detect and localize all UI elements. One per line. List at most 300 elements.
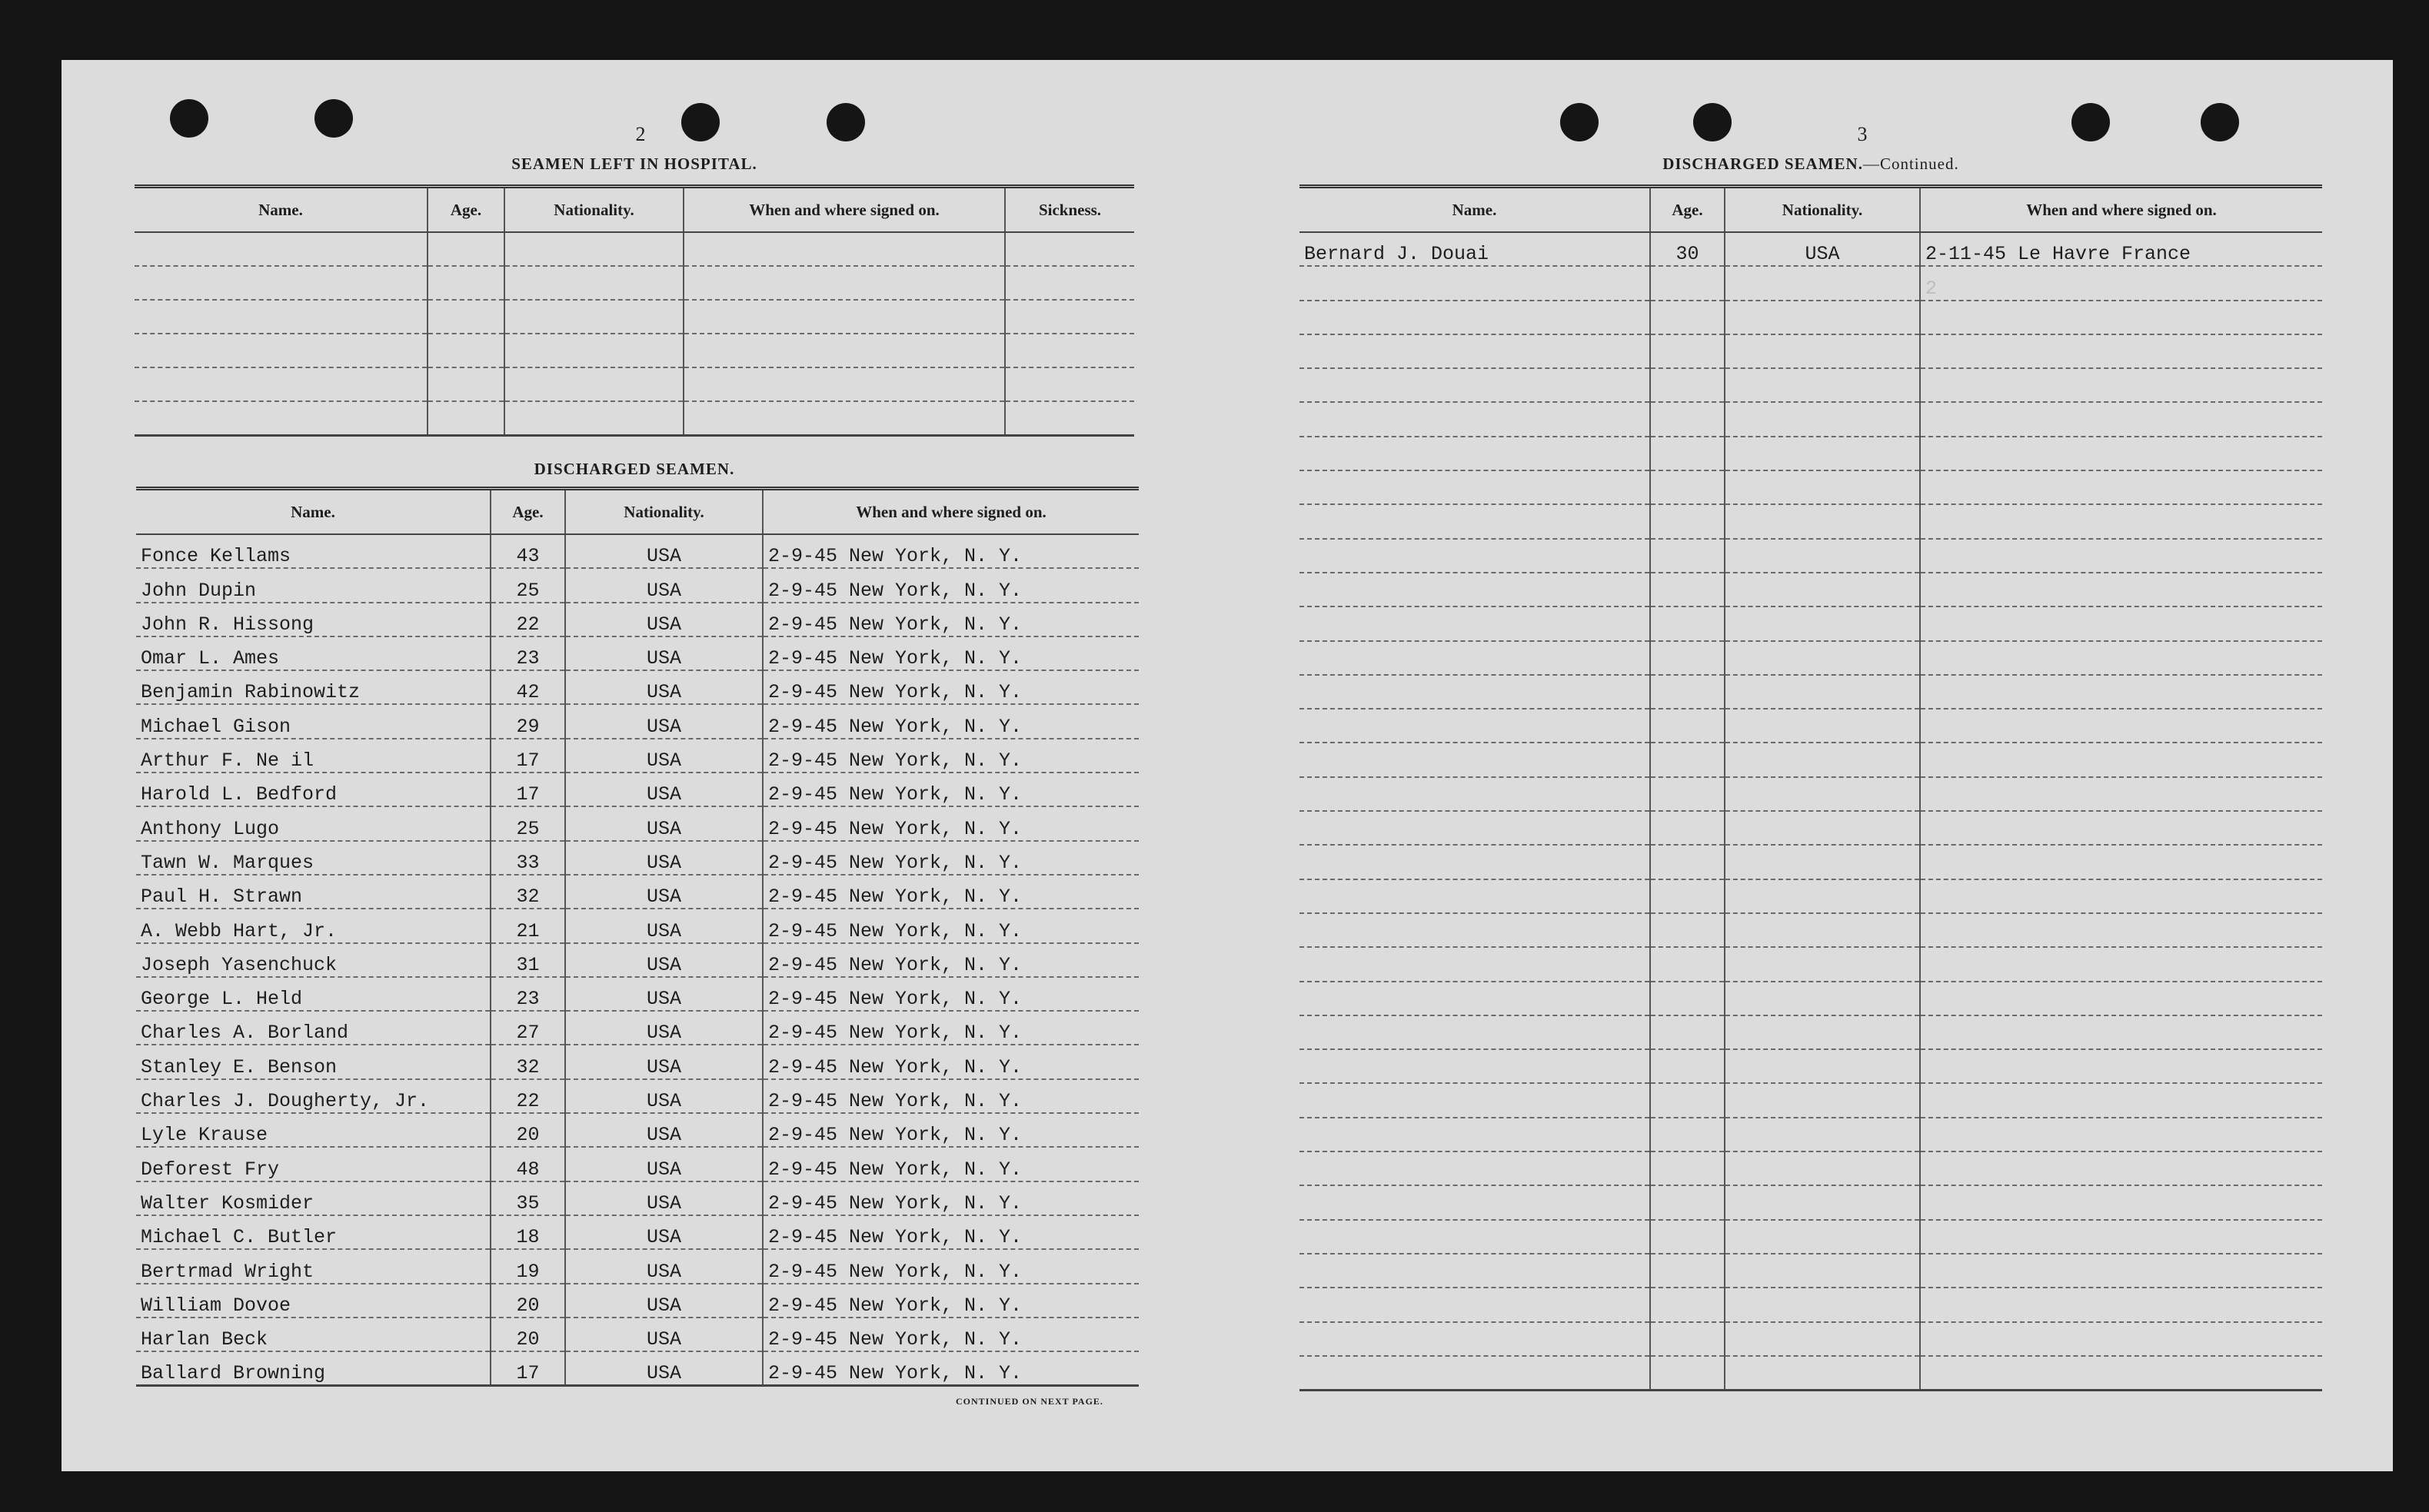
age-cell bbox=[1650, 845, 1725, 879]
nationality-cell: USA bbox=[565, 636, 763, 670]
name-cell bbox=[135, 266, 428, 300]
name-cell: Stanley E. Benson bbox=[136, 1045, 491, 1078]
signed-on-cell bbox=[1920, 845, 2322, 879]
age-cell: 23 bbox=[491, 636, 565, 670]
table-row bbox=[1299, 982, 2322, 1015]
nationality-cell: USA bbox=[565, 806, 763, 840]
name-cell bbox=[1299, 437, 1650, 470]
signed-on-cell: 2-9-45 New York, N. Y. bbox=[763, 875, 1139, 909]
signed-on-column-header: When and where signed on. bbox=[763, 489, 1139, 535]
continued-footer: CONTINUED ON NEXT PAGE. bbox=[956, 1396, 1103, 1407]
name-cell bbox=[1299, 1049, 1650, 1083]
table-row bbox=[136, 943, 1139, 977]
name-column-header: Name. bbox=[135, 187, 428, 233]
name-cell bbox=[1299, 1254, 1650, 1288]
name-cell bbox=[1299, 845, 1650, 879]
name-cell: Michael C. Butler bbox=[136, 1215, 491, 1249]
signed-on-cell: 2-9-45 New York, N. Y. bbox=[763, 568, 1139, 602]
age-cell bbox=[1650, 811, 1725, 845]
nationality-cell: USA bbox=[565, 909, 763, 942]
nationality-cell: USA bbox=[565, 1215, 763, 1249]
age-cell bbox=[1650, 470, 1725, 504]
age-cell bbox=[1650, 947, 1725, 981]
nationality-cell bbox=[1725, 504, 1920, 538]
nationality-cell bbox=[1725, 641, 1920, 675]
table-row bbox=[1299, 573, 2322, 606]
table-row bbox=[1299, 675, 2322, 709]
punch-hole bbox=[827, 103, 865, 141]
age-cell bbox=[1650, 1151, 1725, 1185]
nationality-cell: USA bbox=[565, 977, 763, 1011]
name-cell: Charles A. Borland bbox=[136, 1011, 491, 1045]
signed-on-cell bbox=[1920, 1049, 2322, 1083]
nationality-cell bbox=[1725, 1322, 1920, 1356]
age-column-header: Age. bbox=[491, 489, 565, 535]
signed-on-cell bbox=[1920, 402, 2322, 436]
nationality-cell bbox=[1725, 402, 1920, 436]
name-cell: Michael Gison bbox=[136, 704, 491, 738]
nationality-cell bbox=[1725, 845, 1920, 879]
age-cell bbox=[428, 367, 504, 401]
table-row bbox=[136, 1351, 1139, 1385]
signed-on-cell: 2-9-45 New York, N. Y. bbox=[763, 534, 1139, 568]
sickness-column-header: Sickness. bbox=[1005, 187, 1134, 233]
name-cell: Fonce Kellams bbox=[136, 534, 491, 568]
name-cell bbox=[1299, 539, 1650, 573]
nationality-cell bbox=[1725, 1049, 1920, 1083]
nationality-cell bbox=[1725, 879, 1920, 913]
table-row bbox=[135, 300, 1134, 334]
table-row bbox=[136, 704, 1139, 738]
nationality-cell bbox=[504, 334, 684, 367]
nationality-cell: USA bbox=[1725, 232, 1920, 266]
age-cell: 20 bbox=[491, 1318, 565, 1351]
signed-on-cell: 2-9-45 New York, N. Y. bbox=[763, 704, 1139, 738]
age-cell bbox=[1650, 1118, 1725, 1151]
age-cell bbox=[428, 334, 504, 367]
nationality-cell: USA bbox=[565, 1011, 763, 1045]
name-cell bbox=[135, 300, 428, 334]
nationality-cell bbox=[1725, 266, 1920, 300]
punch-hole bbox=[2071, 103, 2110, 141]
name-cell bbox=[1299, 573, 1650, 606]
name-cell: Harold L. Bedford bbox=[136, 773, 491, 806]
table-row bbox=[1299, 301, 2322, 334]
age-cell: 19 bbox=[491, 1249, 565, 1283]
name-cell bbox=[1299, 266, 1650, 300]
table-row bbox=[136, 1079, 1139, 1113]
nationality-cell bbox=[1725, 368, 1920, 402]
table-row bbox=[1299, 402, 2322, 436]
name-cell: George L. Held bbox=[136, 977, 491, 1011]
page-number: 2 bbox=[635, 123, 646, 145]
nationality-cell bbox=[1725, 675, 1920, 709]
nationality-cell bbox=[1725, 1288, 1920, 1321]
signed-on-cell bbox=[1920, 743, 2322, 776]
signed-on-cell bbox=[684, 232, 1005, 266]
signed-on-cell bbox=[684, 300, 1005, 334]
table-row bbox=[1299, 879, 2322, 913]
table-row bbox=[136, 1249, 1139, 1283]
age-cell bbox=[1650, 606, 1725, 640]
table-row bbox=[1299, 811, 2322, 845]
signed-on-cell bbox=[1920, 437, 2322, 470]
age-cell bbox=[428, 232, 504, 266]
page-number: 3 bbox=[1857, 123, 1868, 145]
age-cell bbox=[1650, 709, 1725, 743]
signed-on-cell: 2 bbox=[1920, 266, 2322, 300]
table-row bbox=[136, 1011, 1139, 1045]
name-cell bbox=[1299, 301, 1650, 334]
nationality-cell: USA bbox=[565, 704, 763, 738]
table-row bbox=[1299, 1118, 2322, 1151]
signed-on-cell bbox=[1920, 1015, 2322, 1049]
nationality-cell bbox=[504, 401, 684, 435]
signed-on-cell bbox=[1920, 641, 2322, 675]
table-row bbox=[136, 1181, 1139, 1215]
signed-on-cell bbox=[684, 266, 1005, 300]
age-cell: 31 bbox=[491, 943, 565, 977]
age-cell: 27 bbox=[491, 1011, 565, 1045]
name-cell bbox=[1299, 470, 1650, 504]
name-cell bbox=[1299, 1015, 1650, 1049]
name-cell bbox=[135, 334, 428, 367]
age-cell bbox=[428, 300, 504, 334]
table-row bbox=[135, 232, 1134, 266]
signed-on-cell: 2-9-45 New York, N. Y. bbox=[763, 1284, 1139, 1318]
table-row bbox=[135, 367, 1134, 401]
table-row bbox=[1299, 539, 2322, 573]
sickness-cell bbox=[1005, 367, 1134, 401]
age-cell bbox=[1650, 675, 1725, 709]
table-row bbox=[1299, 913, 2322, 947]
signed-on-cell: 2-9-45 New York, N. Y. bbox=[763, 909, 1139, 942]
age-cell bbox=[1650, 368, 1725, 402]
table-row bbox=[1299, 1288, 2322, 1321]
signed-on-cell bbox=[1920, 368, 2322, 402]
nationality-cell bbox=[504, 300, 684, 334]
name-cell: William Dovoe bbox=[136, 1284, 491, 1318]
nationality-cell: USA bbox=[565, 670, 763, 704]
name-cell bbox=[1299, 1118, 1650, 1151]
name-cell: Anthony Lugo bbox=[136, 806, 491, 840]
nationality-cell: USA bbox=[565, 1079, 763, 1113]
age-cell bbox=[1650, 1356, 1725, 1390]
signed-on-cell bbox=[1920, 1356, 2322, 1390]
signed-on-column-header: When and where signed on. bbox=[1920, 187, 2322, 233]
table-row bbox=[1299, 1049, 2322, 1083]
age-cell bbox=[1650, 1288, 1725, 1321]
name-cell bbox=[1299, 1185, 1650, 1219]
signed-on-cell: 2-9-45 New York, N. Y. bbox=[763, 1181, 1139, 1215]
nationality-cell bbox=[1725, 1015, 1920, 1049]
name-cell: John Dupin bbox=[136, 568, 491, 602]
signed-on-cell bbox=[684, 367, 1005, 401]
name-cell: Paul H. Strawn bbox=[136, 875, 491, 909]
table-row bbox=[136, 841, 1139, 875]
signed-on-cell bbox=[1920, 504, 2322, 538]
name-cell bbox=[1299, 1083, 1650, 1117]
punch-hole bbox=[314, 99, 353, 138]
age-cell: 35 bbox=[491, 1181, 565, 1215]
age-cell bbox=[1650, 1049, 1725, 1083]
name-cell: Deforest Fry bbox=[136, 1147, 491, 1181]
table-row bbox=[1299, 334, 2322, 368]
table-row bbox=[136, 1215, 1139, 1249]
punch-hole bbox=[2201, 103, 2239, 141]
punch-hole bbox=[170, 99, 208, 138]
hospital-table bbox=[135, 184, 1134, 437]
age-cell bbox=[428, 401, 504, 435]
nationality-cell: USA bbox=[565, 773, 763, 806]
nationality-cell: USA bbox=[565, 1113, 763, 1147]
nationality-cell bbox=[1725, 709, 1920, 743]
nationality-column-header: Nationality. bbox=[565, 489, 763, 535]
nationality-cell bbox=[504, 232, 684, 266]
hospital-section-title: SEAMEN LEFT IN HOSPITAL. bbox=[511, 155, 757, 173]
nationality-cell bbox=[1725, 743, 1920, 776]
name-cell bbox=[1299, 402, 1650, 436]
age-cell bbox=[1650, 1322, 1725, 1356]
table-row bbox=[135, 401, 1134, 435]
age-cell: 25 bbox=[491, 568, 565, 602]
age-cell bbox=[1650, 1254, 1725, 1288]
name-cell: Bernard J. Douai bbox=[1299, 232, 1650, 266]
table-row bbox=[136, 977, 1139, 1011]
right-section-title bbox=[1299, 155, 2322, 174]
age-cell: 21 bbox=[491, 909, 565, 942]
sickness-cell bbox=[1005, 232, 1134, 266]
age-cell bbox=[428, 266, 504, 300]
table-row bbox=[1299, 947, 2322, 981]
signed-on-cell: 2-9-45 New York, N. Y. bbox=[763, 739, 1139, 773]
nationality-cell bbox=[1725, 1118, 1920, 1151]
age-cell: 42 bbox=[491, 670, 565, 704]
age-cell: 29 bbox=[491, 704, 565, 738]
table-row bbox=[1299, 1083, 2322, 1117]
name-cell bbox=[1299, 743, 1650, 776]
signed-on-cell: 2-9-45 New York, N. Y. bbox=[763, 1215, 1139, 1249]
nationality-cell bbox=[1725, 1220, 1920, 1254]
nationality-cell bbox=[1725, 982, 1920, 1015]
age-cell: 32 bbox=[491, 1045, 565, 1078]
age-cell: 22 bbox=[491, 603, 565, 636]
table-row bbox=[136, 1113, 1139, 1147]
table-row bbox=[1299, 232, 2322, 266]
discharged-table bbox=[136, 487, 1139, 1387]
name-cell bbox=[1299, 1322, 1650, 1356]
nationality-cell bbox=[1725, 470, 1920, 504]
table-row bbox=[1299, 743, 2322, 776]
signed-on-column-header: When and where signed on. bbox=[684, 187, 1005, 233]
continued-table-body bbox=[1299, 232, 2322, 1390]
signed-on-cell bbox=[1920, 539, 2322, 573]
signed-on-cell: 2-9-45 New York, N. Y. bbox=[763, 1079, 1139, 1113]
name-cell bbox=[135, 232, 428, 266]
name-cell: Charles J. Dougherty, Jr. bbox=[136, 1079, 491, 1113]
table-row bbox=[136, 806, 1139, 840]
table-row bbox=[1299, 641, 2322, 675]
name-cell bbox=[1299, 368, 1650, 402]
signed-on-cell bbox=[1920, 1118, 2322, 1151]
punch-hole bbox=[1693, 103, 1732, 141]
signed-on-cell bbox=[684, 334, 1005, 367]
nationality-cell: USA bbox=[565, 1249, 763, 1283]
table-row bbox=[135, 266, 1134, 300]
table-row bbox=[136, 909, 1139, 942]
signed-on-cell: 2-9-45 New York, N. Y. bbox=[763, 773, 1139, 806]
table-row bbox=[136, 875, 1139, 909]
nationality-cell bbox=[1725, 1254, 1920, 1288]
table-row bbox=[136, 1147, 1139, 1181]
signed-on-cell bbox=[1920, 301, 2322, 334]
nationality-cell bbox=[1725, 777, 1920, 811]
signed-on-cell: 2-9-45 New York, N. Y. bbox=[763, 806, 1139, 840]
age-column-header: Age. bbox=[428, 187, 504, 233]
table-row bbox=[136, 1045, 1139, 1078]
name-cell bbox=[1299, 1288, 1650, 1321]
right-title-suffix: —Continued. bbox=[1862, 155, 1959, 173]
name-cell: Omar L. Ames bbox=[136, 636, 491, 670]
age-cell bbox=[1650, 1185, 1725, 1219]
name-cell: Harlan Beck bbox=[136, 1318, 491, 1351]
name-cell: Bertrmad Wright bbox=[136, 1249, 491, 1283]
age-cell: 22 bbox=[491, 1079, 565, 1113]
nationality-cell bbox=[1725, 334, 1920, 368]
age-cell: 30 bbox=[1650, 232, 1725, 266]
nationality-cell: USA bbox=[565, 875, 763, 909]
table-row bbox=[136, 636, 1139, 670]
sickness-cell bbox=[1005, 300, 1134, 334]
name-cell bbox=[1299, 1356, 1650, 1390]
age-cell: 25 bbox=[491, 806, 565, 840]
age-cell bbox=[1650, 777, 1725, 811]
nationality-cell bbox=[504, 266, 684, 300]
nationality-cell: USA bbox=[565, 1351, 763, 1385]
age-cell bbox=[1650, 879, 1725, 913]
signed-on-cell bbox=[1920, 1288, 2322, 1321]
age-cell: 48 bbox=[491, 1147, 565, 1181]
nationality-cell: USA bbox=[565, 1045, 763, 1078]
name-cell bbox=[1299, 641, 1650, 675]
name-cell bbox=[1299, 947, 1650, 981]
nationality-column-header: Nationality. bbox=[1725, 187, 1920, 233]
signed-on-cell bbox=[1920, 1322, 2322, 1356]
name-cell bbox=[1299, 1220, 1650, 1254]
name-cell: Benjamin Rabinowitz bbox=[136, 670, 491, 704]
name-cell bbox=[1299, 913, 1650, 947]
nationality-cell: USA bbox=[565, 1147, 763, 1181]
signed-on-cell bbox=[1920, 879, 2322, 913]
discharged-section-title: DISCHARGED SEAMEN. bbox=[534, 460, 735, 478]
table-row bbox=[136, 739, 1139, 773]
sickness-cell bbox=[1005, 334, 1134, 367]
table-row bbox=[136, 603, 1139, 636]
nationality-cell: USA bbox=[565, 841, 763, 875]
nationality-cell bbox=[1725, 606, 1920, 640]
table-row bbox=[135, 334, 1134, 367]
age-cell bbox=[1650, 266, 1725, 300]
name-cell bbox=[1299, 675, 1650, 709]
table-row bbox=[1299, 266, 2322, 300]
table-row bbox=[1299, 437, 2322, 470]
signed-on-cell: 2-9-45 New York, N. Y. bbox=[763, 1113, 1139, 1147]
age-cell bbox=[1650, 334, 1725, 368]
nationality-cell bbox=[1725, 811, 1920, 845]
table-row bbox=[1299, 1185, 2322, 1219]
nationality-cell bbox=[1725, 539, 1920, 573]
signed-on-cell: 2-9-45 New York, N. Y. bbox=[763, 1318, 1139, 1351]
document-sheet bbox=[62, 60, 2393, 1471]
name-cell bbox=[135, 401, 428, 435]
age-cell bbox=[1650, 504, 1725, 538]
signed-on-cell bbox=[1920, 470, 2322, 504]
sickness-cell bbox=[1005, 401, 1134, 435]
signed-on-cell: 2-9-45 New York, N. Y. bbox=[763, 943, 1139, 977]
nationality-cell bbox=[1725, 1151, 1920, 1185]
signed-on-cell bbox=[1920, 947, 2322, 981]
signed-on-cell bbox=[1920, 675, 2322, 709]
age-cell bbox=[1650, 539, 1725, 573]
signed-on-cell bbox=[1920, 1254, 2322, 1288]
discharged-continued-table bbox=[1299, 184, 2322, 1391]
table-row bbox=[1299, 1151, 2322, 1185]
nationality-cell: USA bbox=[565, 568, 763, 602]
signed-on-cell: 2-9-45 New York, N. Y. bbox=[763, 1147, 1139, 1181]
age-cell bbox=[1650, 743, 1725, 776]
name-cell: A. Webb Hart, Jr. bbox=[136, 909, 491, 942]
hospital-table-body bbox=[135, 232, 1134, 435]
signed-on-cell bbox=[1920, 913, 2322, 947]
signed-on-cell: 2-9-45 New York, N. Y. bbox=[763, 1011, 1139, 1045]
name-cell: Walter Kosmider bbox=[136, 1181, 491, 1215]
name-cell bbox=[135, 367, 428, 401]
name-cell: John R. Hissong bbox=[136, 603, 491, 636]
right-title-text: DISCHARGED SEAMEN. bbox=[1662, 155, 1863, 173]
name-cell bbox=[1299, 334, 1650, 368]
table-row bbox=[1299, 1254, 2322, 1288]
punch-hole bbox=[681, 103, 720, 141]
name-cell bbox=[1299, 811, 1650, 845]
signed-on-cell: 2-9-45 New York, N. Y. bbox=[763, 670, 1139, 704]
name-cell bbox=[1299, 982, 1650, 1015]
age-cell: 43 bbox=[491, 534, 565, 568]
table-row bbox=[1299, 709, 2322, 743]
age-cell bbox=[1650, 1220, 1725, 1254]
nationality-cell: USA bbox=[565, 1318, 763, 1351]
discharged-table-header bbox=[136, 489, 1139, 535]
name-cell: Joseph Yasenchuck bbox=[136, 943, 491, 977]
age-cell bbox=[1650, 301, 1725, 334]
nationality-cell: USA bbox=[565, 739, 763, 773]
table-row bbox=[136, 568, 1139, 602]
signed-on-cell bbox=[1920, 777, 2322, 811]
table-row bbox=[1299, 1356, 2322, 1390]
name-cell: Lyle Krause bbox=[136, 1113, 491, 1147]
age-cell: 33 bbox=[491, 841, 565, 875]
name-cell: Tawn W. Marques bbox=[136, 841, 491, 875]
table-row bbox=[1299, 470, 2322, 504]
nationality-cell bbox=[1725, 301, 1920, 334]
age-cell: 17 bbox=[491, 739, 565, 773]
discharged-table-body bbox=[136, 534, 1139, 1385]
nationality-cell bbox=[1725, 573, 1920, 606]
age-cell: 32 bbox=[491, 875, 565, 909]
table-row bbox=[1299, 606, 2322, 640]
nationality-cell bbox=[1725, 913, 1920, 947]
name-column-header: Name. bbox=[1299, 187, 1650, 233]
table-row bbox=[1299, 1322, 2322, 1356]
